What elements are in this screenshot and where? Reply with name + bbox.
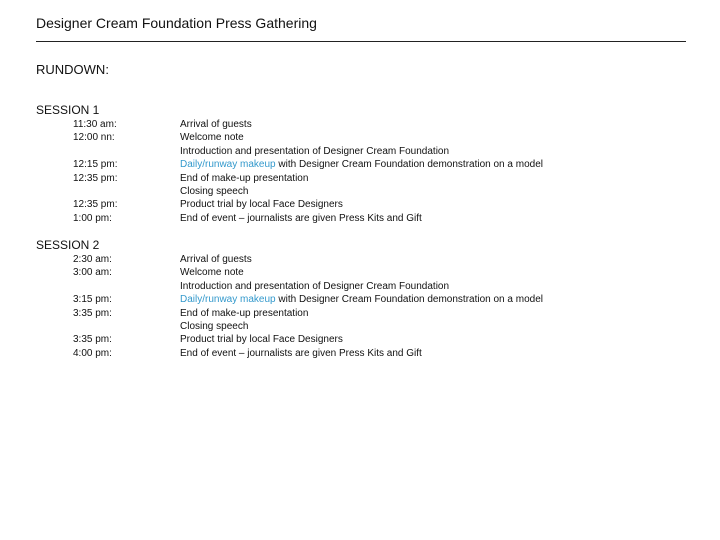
row-description: Introduction and presentation of Designer Cream Foundation xyxy=(180,280,450,292)
row-time: 12:15 pm: xyxy=(73,159,118,171)
row-description: Introduction and presentation of Designer Cream Foundation xyxy=(180,145,450,157)
rundown-heading: RUNDOWN: xyxy=(36,62,109,77)
row-description-rest: with Designer Cream Foundation demonstration on a model xyxy=(275,294,543,306)
row-time: 12:35 pm: xyxy=(73,199,118,211)
row-time: 3:35 pm: xyxy=(73,334,112,346)
row-description: Product trial by local Face Designers xyxy=(180,199,343,211)
row-description: Arrival of guests xyxy=(180,254,252,265)
row-description: Arrival of guests xyxy=(180,119,252,130)
row-time: 12:35 pm: xyxy=(73,172,118,184)
row-time: 3:00 am: xyxy=(73,267,112,279)
row-description xyxy=(180,293,543,306)
row-time: 12:00 nn: xyxy=(73,132,115,144)
row-time: 3:15 pm: xyxy=(73,294,112,306)
document-title: Designer Cream Foundation Press Gathering xyxy=(36,15,317,31)
row-description: Closing speech xyxy=(180,321,249,332)
row-time: 4:00 pm: xyxy=(73,347,112,359)
row-description: Product trial by local Face Designers xyxy=(180,334,343,346)
row-description: Closing speech xyxy=(180,186,249,197)
row-description xyxy=(180,158,543,171)
row-description-rest: with Designer Cream Foundation demonstration on a model xyxy=(275,159,543,171)
row-description: End of make-up presentation xyxy=(180,172,309,184)
session-2 xyxy=(36,237,543,359)
row-time: 1:00 pm: xyxy=(73,212,112,224)
row-description: Welcome note xyxy=(180,267,244,279)
row-description: End of event – journalists are given Press Kits and Gift xyxy=(180,212,422,224)
row-time: 2:30 am: xyxy=(73,254,112,265)
row-time: 3:35 pm: xyxy=(73,307,112,319)
highlighted-text: Daily/runway makeup xyxy=(180,294,276,306)
row-time: 11:30 am: xyxy=(73,119,117,130)
row-description: End of event – journalists are given Press Kits and Gift xyxy=(180,347,422,359)
highlighted-text: Daily/runway makeup xyxy=(180,159,276,171)
row-description: Welcome note xyxy=(180,132,244,144)
row-description: End of make-up presentation xyxy=(180,307,309,319)
title-divider xyxy=(36,41,686,42)
session-1 xyxy=(36,102,543,224)
session-label: SESSION 2 xyxy=(36,238,100,252)
session-label: SESSION 1 xyxy=(36,103,100,117)
